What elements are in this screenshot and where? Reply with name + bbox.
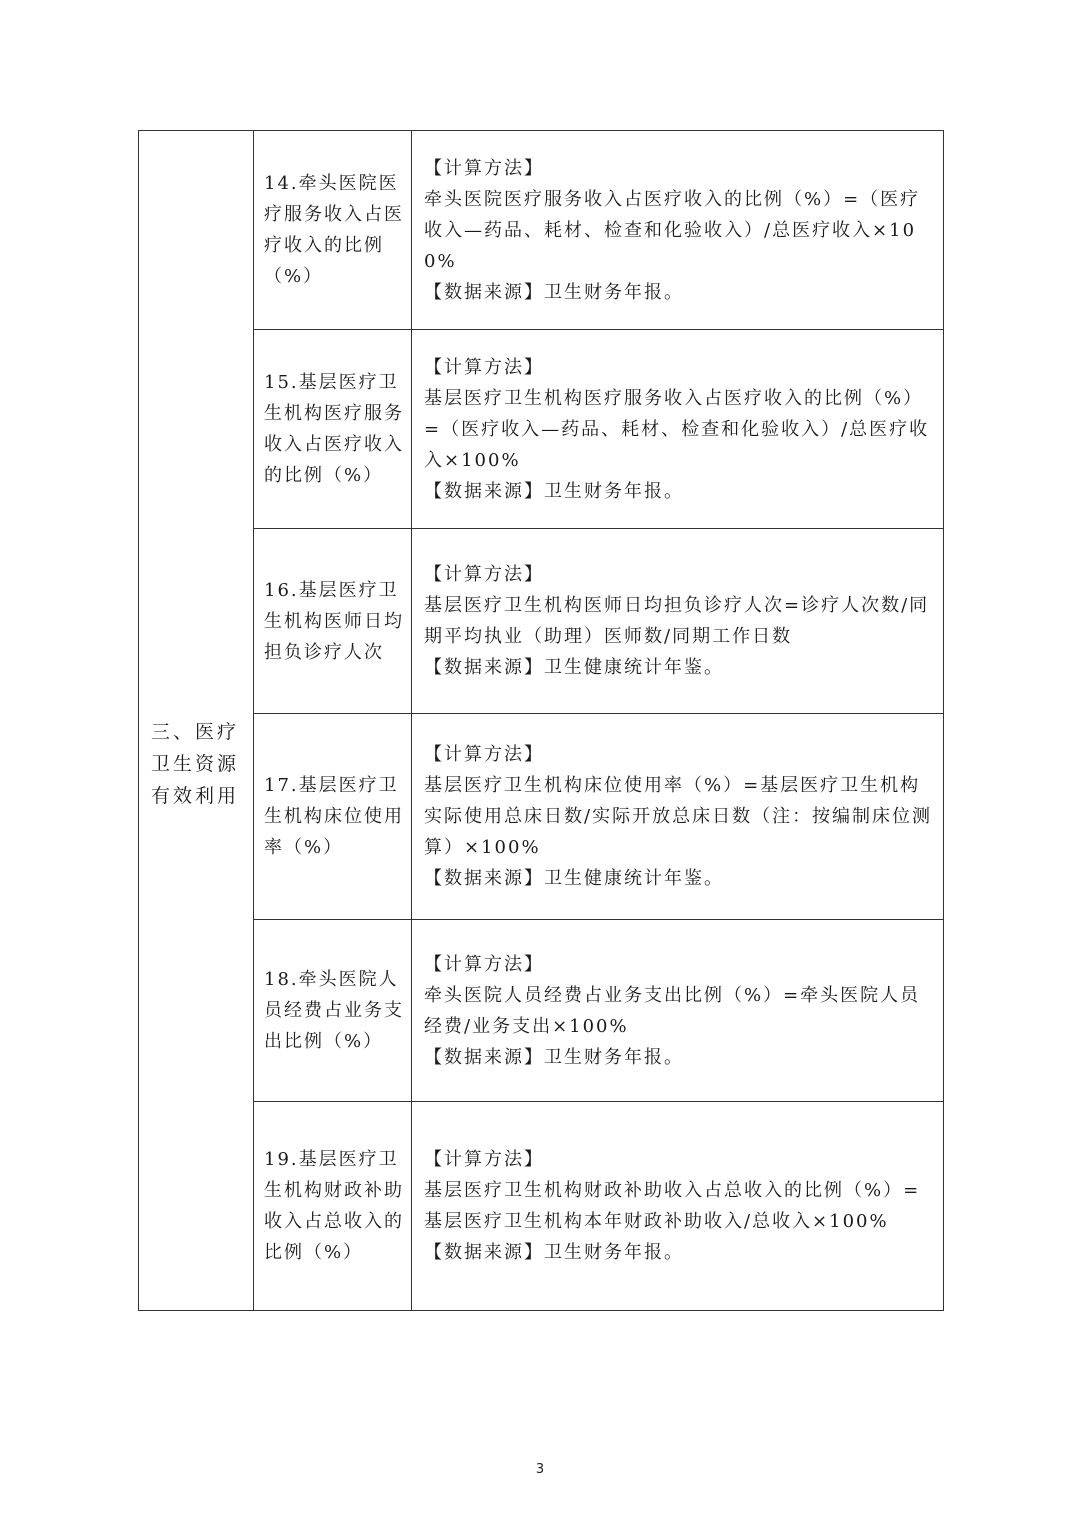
indicator-name: 14.牵头医院医疗服务收入占医疗收入的比例（%） [264,173,404,287]
data-source: 【数据来源】卫生健康统计年鉴。 [424,657,724,678]
method-formula: 基层医疗卫生机构医疗服务收入占医疗收入的比例（%）=（医疗收入—药品、耗材、检查和化验收入）/总医疗收入×100% [424,387,930,471]
indicator-name-cell [254,714,412,920]
data-source: 【数据来源】卫生财务年报。 [424,480,684,502]
table-row [139,714,944,920]
category-label: 三、医疗卫生资源有效利用 [151,720,240,807]
indicator-name: 16.基层医疗卫生机构医师日均担负诊疗人次 [264,579,404,663]
indicator-name: 15.基层医疗卫生机构医疗服务收入占医疗收入的比例（%） [264,372,404,486]
method-label: 【计算方法】 [424,356,544,378]
method-label: 【计算方法】 [424,953,544,975]
table-row [139,131,944,330]
table-row [139,529,944,714]
method-label: 【计算方法】 [424,1149,544,1170]
indicator-name: 17.基层医疗卫生机构床位使用率（%） [264,775,404,858]
indicator-description-cell [412,1102,944,1311]
indicator-name-cell [254,1102,412,1311]
indicator-description-cell [412,529,944,714]
indicator-description-cell [412,330,944,529]
table-row [139,330,944,529]
method-formula: 基层医疗卫生机构财政补助收入占总收入的比例（%）=基层医疗卫生机构本年财政补助收入/总收入×100% [424,1180,921,1232]
indicator-name-cell [254,330,412,529]
indicator-name: 18.牵头医院人员经费占业务支出比例（%） [264,969,404,1052]
method-formula: 牵头医院人员经费占业务支出比例（%）=牵头医院人员经费/业务支出×100% [424,984,921,1037]
indicator-description-cell [412,714,944,920]
table-row [139,1102,944,1311]
data-source: 【数据来源】卫生财务年报。 [424,1046,684,1068]
indicator-name-cell [254,920,412,1102]
data-source: 【数据来源】卫生健康统计年鉴。 [424,868,724,889]
method-formula: 基层医疗卫生机构医师日均担负诊疗人次=诊疗人次数/同期平均执业（助理）医师数/同期工作日数 [424,595,930,647]
method-formula: 基层医疗卫生机构床位使用率（%）=基层医疗卫生机构实际使用总床日数/实际开放总床日数（注：按编制床位测算）×100% [424,775,933,858]
table-row [139,920,944,1102]
indicator-name-cell [254,529,412,714]
indicator-name: 19.基层医疗卫生机构财政补助收入占总收入的比例（%） [264,1149,404,1263]
method-label: 【计算方法】 [424,564,544,585]
indicator-description-cell [412,131,944,330]
method-label: 【计算方法】 [424,744,544,765]
data-source: 【数据来源】卫生财务年报。 [424,281,684,303]
page-number: 3 [535,1462,545,1477]
indicator-name-cell [254,131,412,330]
method-formula: 牵头医院医疗服务收入占医疗收入的比例（%）=（医疗收入—药品、耗材、检查和化验收入）/总医疗收入×100% [424,188,921,272]
indicator-description-cell [412,920,944,1102]
data-source: 【数据来源】卫生财务年报。 [424,1242,684,1263]
category-cell [139,131,254,1311]
indicator-table [138,130,944,1311]
method-label: 【计算方法】 [424,157,544,179]
